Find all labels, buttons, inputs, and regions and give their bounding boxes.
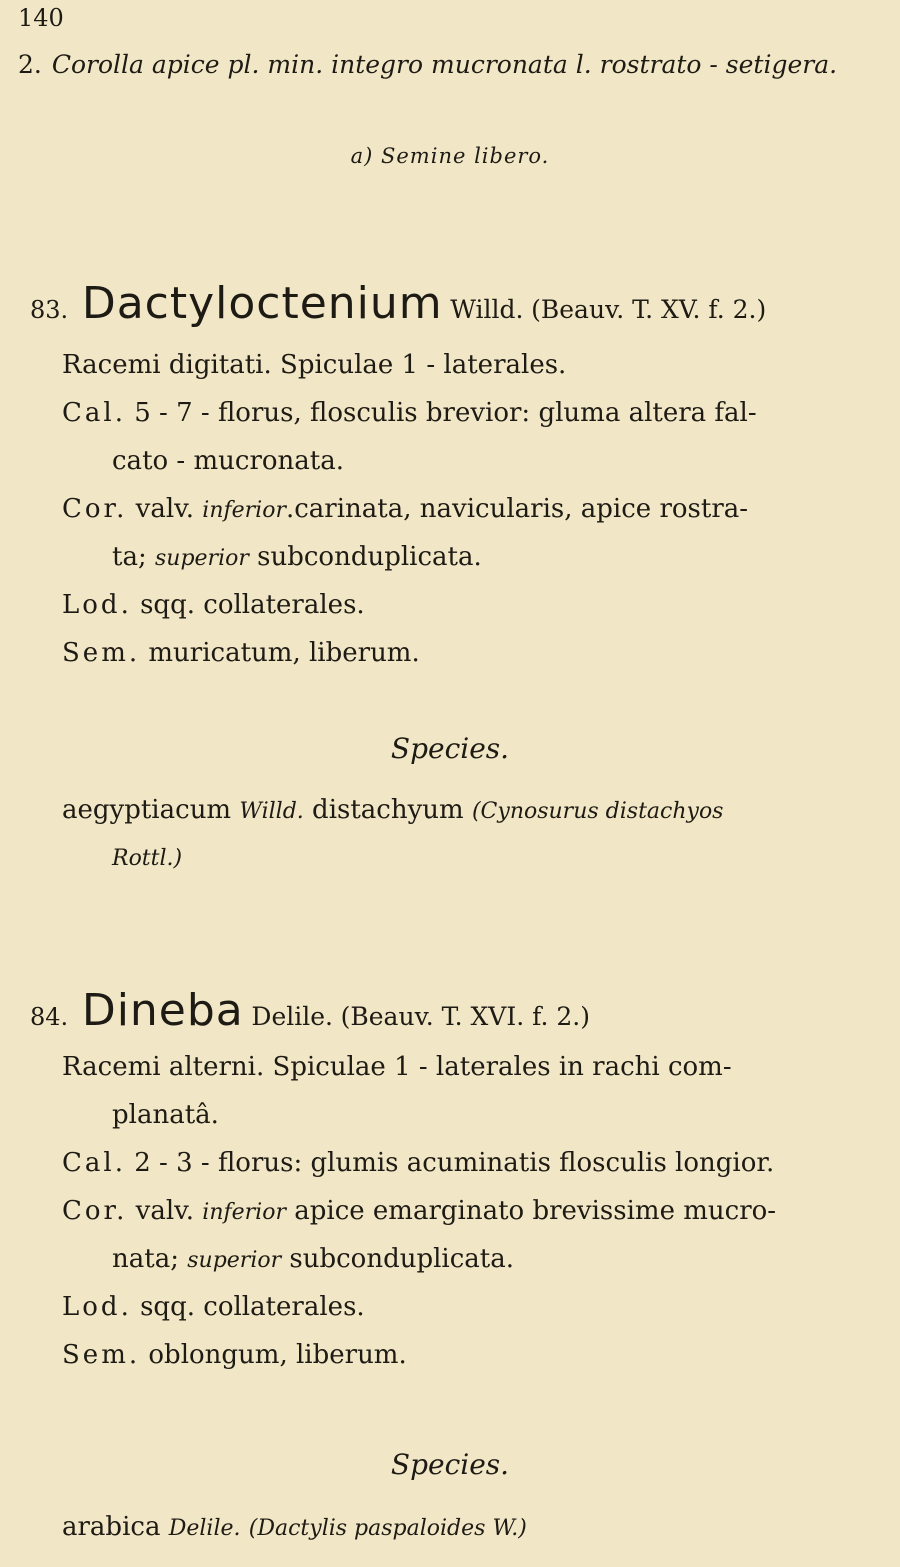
- genus-83-species-list: [62, 795, 723, 825]
- species-author: Delile.: [168, 1516, 241, 1541]
- genus-83-corolla: [62, 494, 748, 524]
- corolla-superior: superior: [154, 546, 249, 571]
- corolla-cont-a: ta;: [112, 542, 147, 572]
- corolla-superior: superior: [187, 1248, 282, 1273]
- genus-83-semen: [62, 638, 420, 668]
- genus-84-lodicules: [62, 1292, 365, 1322]
- genus-84-racemi: Racemi alterni. Spiculae 1 - laterales in rachi com-: [62, 1052, 732, 1082]
- genus-84-corolla: [62, 1196, 776, 1226]
- genus-84-semen: [62, 1340, 407, 1370]
- genus-84-racemi-cont: planatâ.: [112, 1100, 219, 1130]
- lodicule-label: Lod.: [62, 1292, 132, 1322]
- genus-84-heading: [30, 985, 590, 1036]
- genus-83-species-cont: Rottl.): [112, 846, 183, 871]
- genus-83-corolla-cont: [112, 542, 482, 572]
- semen-label: Sem.: [62, 1340, 141, 1370]
- corolla-text-2: .carinata, navicularis, apice rostra-: [285, 494, 749, 524]
- genus-84-calyx: [62, 1148, 774, 1178]
- genus-83-racemi: Racemi digitati. Spiculae 1 - laterales.: [62, 350, 567, 380]
- genus-number: 83.: [30, 296, 69, 324]
- calyx-text: 2 - 3 - florus: glumis acuminatis flosculis longior.: [134, 1148, 775, 1178]
- corolla-inferior: inferior: [202, 1200, 286, 1225]
- genus-83-species-heading: Species.: [390, 732, 510, 765]
- subdivision-heading: [18, 50, 837, 79]
- genus-83-calyx: [62, 398, 757, 428]
- species-name: aegyptiacum: [62, 795, 232, 825]
- species-name-2: distachyum: [312, 795, 464, 825]
- species-synonym: (Dactylis paspaloides W.): [248, 1516, 527, 1541]
- corolla-cont-a: nata;: [112, 1244, 179, 1274]
- lodicule-text: sqq. collaterales.: [140, 1292, 365, 1322]
- genus-83-heading: [30, 278, 766, 329]
- species-synonym: (Cynosurus distachyos: [471, 799, 724, 824]
- corolla-text: valv.: [135, 1196, 195, 1226]
- corolla-cont-c: subconduplicata.: [289, 1244, 515, 1274]
- calyx-label: Cal.: [62, 398, 126, 428]
- genus-author: Willd.: [450, 295, 524, 324]
- lodicule-label: Lod.: [62, 590, 132, 620]
- corolla-label: Cor.: [62, 494, 128, 524]
- semen-label: Sem.: [62, 638, 141, 668]
- genus-number: 84.: [30, 1003, 69, 1031]
- subdivision-text: Corolla apice pl. min. integro mucronata l. rostrato - setigera.: [51, 50, 838, 79]
- subdivision-number: 2.: [18, 50, 42, 79]
- lodicule-text: sqq. collaterales.: [140, 590, 365, 620]
- corolla-label: Cor.: [62, 1196, 128, 1226]
- semen-text: muricatum, liberum.: [148, 638, 420, 668]
- genus-84-species-heading: Species.: [390, 1448, 510, 1481]
- genus-84-corolla-cont: [112, 1244, 514, 1274]
- corolla-cont-c: subconduplicata.: [257, 542, 482, 572]
- corolla-text: valv.: [135, 494, 195, 524]
- genus-reference: (Beauv. T. XV. f. 2.): [531, 295, 767, 324]
- corolla-inferior: inferior: [202, 498, 286, 523]
- calyx-text: 5 - 7 - florus, flosculis brevior: gluma altera fal-: [134, 398, 757, 428]
- section-subheading: a) Semine libero.: [350, 144, 550, 168]
- semen-text: oblongum, liberum.: [148, 1340, 407, 1370]
- genus-83-lodicules: [62, 590, 365, 620]
- page-number: 140: [18, 4, 64, 32]
- species-name: arabica: [62, 1512, 161, 1542]
- genus-name: Dineba: [81, 985, 244, 1036]
- genus-author: Delile.: [251, 1002, 333, 1031]
- genus-name: Dactyloctenium: [81, 278, 443, 329]
- genus-83-calyx-cont: cato - mucronata.: [112, 446, 344, 476]
- calyx-label: Cal.: [62, 1148, 126, 1178]
- species-author: Willd.: [239, 799, 304, 824]
- genus-84-species-list: [62, 1512, 527, 1542]
- corolla-text-2: apice emarginato brevissime mucro-: [294, 1196, 777, 1226]
- genus-reference: (Beauv. T. XVI. f. 2.): [340, 1002, 590, 1031]
